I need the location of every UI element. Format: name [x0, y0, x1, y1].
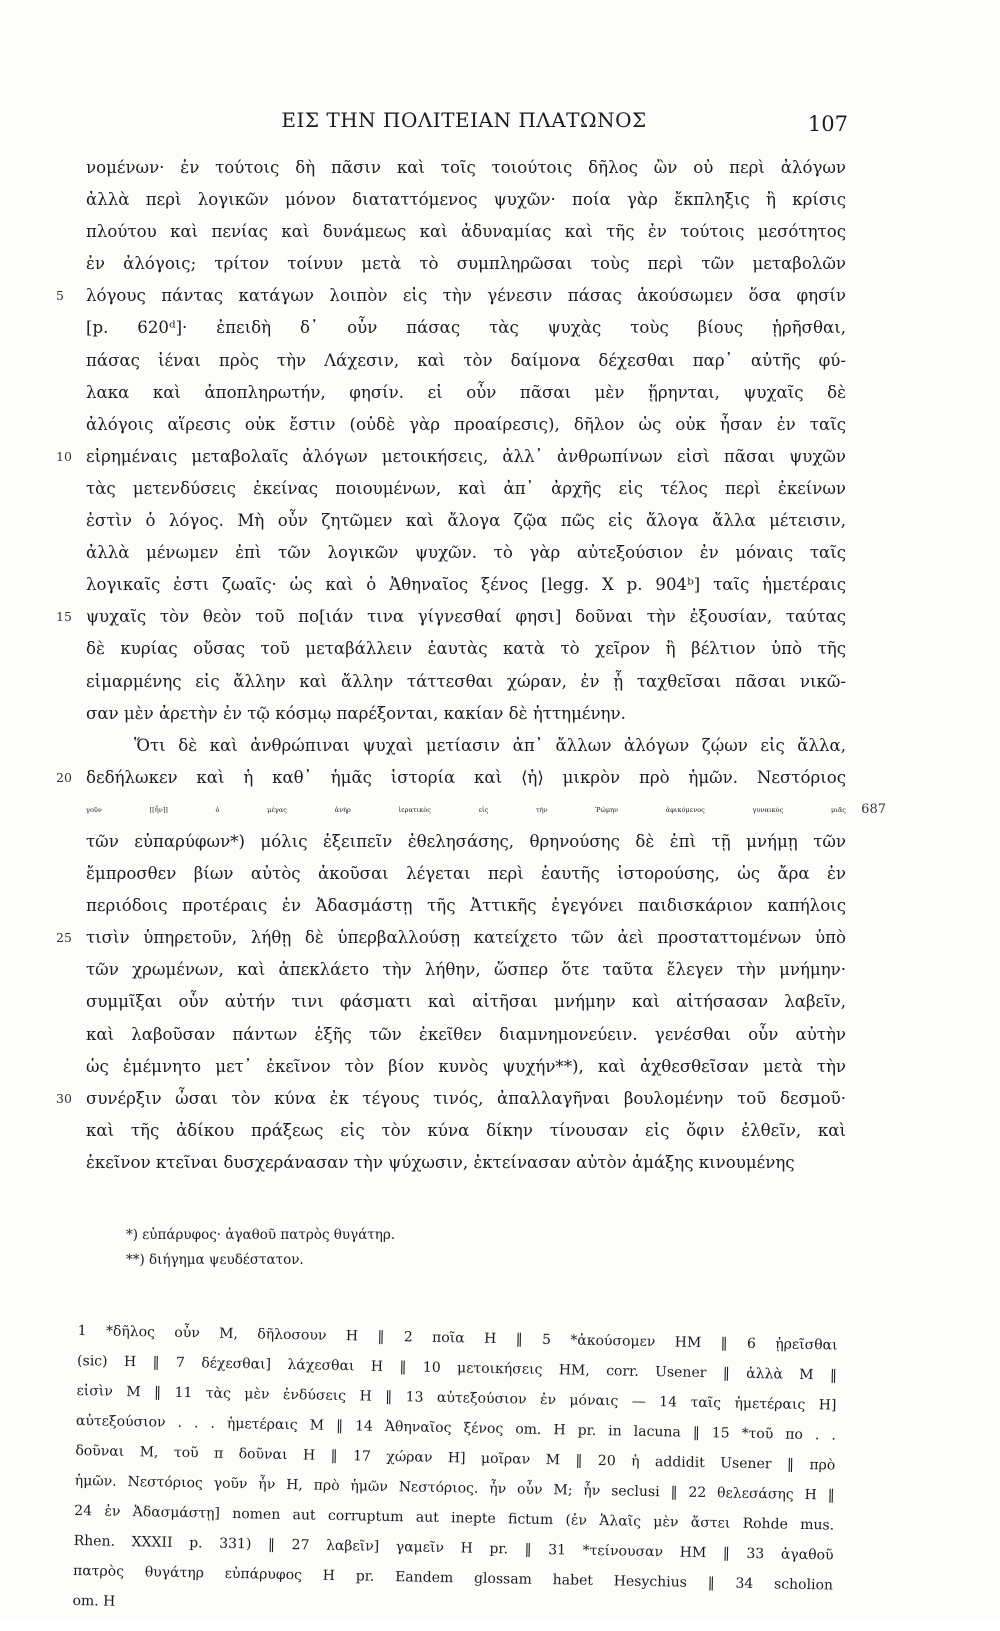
line-text: εἰρημέναις μεταβολαῖς ἀλόγων μετοικήσεις, ἀλλ᾽ ἀνθρωπίνων εἰσὶ πᾶσαι ψυχῶν: [86, 446, 846, 466]
line-text: τῶν χρωμένων, καὶ ἀπεκλάετο τὴν λήθην, ὥσπερ ὅτε ταῦτα ἔλεγεν τὴν μνήμην·: [86, 960, 846, 980]
line-text: ὡς ἐμέμνητο μετ᾽ ἐκεῖνον τὸν βίον κυνὸς ψυχήν**), καὶ ἀχθεσθεῖσαν μετὰ τὴν: [86, 1056, 846, 1076]
text-line: [86, 216, 846, 248]
line-text: περιόδοις προτέραις ἐν Ἀδασμάστῃ τῆς Ἀττικῆς ἐγεγόνει παιδισκάριον καπήλοις: [86, 896, 846, 916]
text-line: [86, 569, 846, 601]
page-header: [84, 104, 848, 140]
line-text: καὶ τῆς ἀδίκου πράξεως εἰς τὸν κύνα δίκην τίνουσαν εἰς ὄφιν ἐλθεῖν, καὶ: [86, 1120, 846, 1140]
line-text: τισὶν ὑπηρετοῦν, λήθῃ δὲ ὑπερβαλλούσῃ κατείχετο τῶν ἀεὶ προσταττομένων ὑπὸ: [86, 928, 846, 948]
apparatus-line: αὐτεξούσιον . . . ἡμετέραις M ‖ 14 Ἀθηναῖος ξένος om. H pr. in lacuna ‖ 15 *τοῦ πο . .: [75, 1412, 836, 1444]
text-line: [86, 794, 886, 826]
apparatus-line: 1 *δῆλος οὖν M, δῆλοσουν H ‖ 2 ποῖα H ‖ 5 *ἀκούσομεν HM ‖ 6 ᾑρεῖσθαι: [77, 1322, 838, 1354]
footnotes: [126, 1223, 686, 1273]
text-line: [86, 890, 846, 922]
main-text: [56, 152, 886, 1179]
text-line: [86, 986, 846, 1018]
apparatus-line: δοῦναι M, τοῦ π δοῦναι H ‖ 17 χώραν H] μοῖραν M ‖ 20 ἡ addidit Usener ‖ πρὸ: [75, 1442, 836, 1474]
line-text: καὶ λαβοῦσαν πάντων ἑξῆς τῶν ἐκεῖθεν διαμνημονεύειν. γενέσθαι οὖν αὐτὴν: [86, 1024, 846, 1044]
line-text: τῶν εὐπαρύφων*) μόλις ἐξειπεῖν ἐθελησάσης, θρηνούσης δὲ ἐπὶ τῇ μνήμῃ τῶν: [86, 831, 846, 851]
line-number: 5: [56, 288, 64, 304]
text-line: [86, 730, 846, 762]
apparatus-line: ἡμῶν. Νεστόριος γοῦν ἦν H, πρὸ ἡμῶν Νεστόριος. ἦν οὖν M; ἦν seclusi ‖ 22 θελεσάσης H ‖: [74, 1472, 835, 1504]
line-text: ἀλόγοις αἵρεσις οὐκ ἔστιν (οὐδὲ γὰρ προαίρεσις), δῆλον ὡς οὐκ ἦσαν ἐν ταῖς: [86, 414, 846, 434]
text-line: [86, 152, 846, 184]
text-line: [86, 377, 846, 409]
text-line: [86, 1147, 846, 1179]
text-line: [86, 1115, 846, 1147]
text-line: [56, 441, 846, 473]
line-text: ἐκεῖνον κτεῖναι δυσχεράνασαν τὴν ψύχωσιν, ἐκτείνασαν αὐτὸν ἁμάξης κινουμένης: [86, 1152, 795, 1172]
line-number: 10: [56, 448, 72, 464]
line-text: σαν μὲν ἀρετὴν ἐν τῷ κόσμῳ παρέξονται, κακίαν δὲ ἡττημένην.: [86, 703, 626, 723]
apparatus-line: πατρὸς θυγάτηρ εὐπάρυφος H pr. Eandem glossam habet Hesychius ‖ 34 scholion: [72, 1562, 834, 1594]
text-line: [86, 1019, 846, 1051]
text-line: [56, 1083, 846, 1115]
line-text: λογικαῖς ἐστι ζωαῖς· ὡς καὶ ὁ Ἀθηναῖος ξένος [legg. X p. 904ᵇ] ταῖς ἡμετέραις: [86, 575, 846, 595]
apparatus-line: (sic) H ‖ 7 δέχεσθαι] λάχεσθαι H ‖ 10 μετοικήσεις HM, corr. Usener ‖ ἀλλὰ M ‖: [76, 1352, 838, 1384]
line-number: 15: [56, 609, 72, 625]
text-line: [56, 762, 846, 794]
apparatus-line: om. H: [72, 1592, 116, 1610]
line-number: 20: [56, 769, 72, 785]
text-line: [86, 537, 846, 569]
text-line: [86, 826, 846, 858]
text-line: [86, 505, 846, 537]
footnote: **) διήγημα ψευδέστατον.: [126, 1252, 304, 1268]
line-number: 30: [56, 1090, 72, 1106]
line-text: ἐν ἀλόγοις; τρίτον τοίνυν μετὰ τὸ συμπληρῶσαι τοὺς περὶ τῶν μεταβολῶν: [86, 254, 846, 274]
apparatus-line: 24 ἐν Ἀδασμάστῃ] nomen aut corruptum aut inepte fictum (ἐν Ἁλαῖς μὲν ἄστει Rohde mus.: [74, 1502, 835, 1534]
text-line: [86, 473, 846, 505]
line-text: πλούτου καὶ πενίας καὶ δυνάμεως καὶ ἀδυναμίας καὶ τῆς ἐν τούτοις μεσότητος: [86, 222, 846, 242]
line-text: [p. 620ᵈ]· ἐπειδὴ δ᾽ οὖν πάσας τὰς ψυχὰς τοὺς βίους ᾑρῆσθαι,: [86, 318, 846, 338]
line-number: 25: [56, 930, 72, 946]
line-text: λόγους πάντας κατάγων λοιπὸν εἰς τὴν γένεσιν πάσας ἀκούσωμεν ὅσα φησίν: [86, 286, 846, 306]
line-text: Ὅτι δὲ καὶ ἀνθρώπιναι ψυχαὶ μετίασιν ἀπ᾽ ἄλλων ἀλόγων ζῴων εἰς ἄλλα,: [134, 735, 846, 755]
line-text: δὲ κυρίας οὔσας τοῦ μεταβάλλειν ἑαυτὰς κατὰ τὸ χεῖρον ἢ βέλτιον ὑπὸ τῆς: [86, 639, 846, 659]
text-line: [56, 601, 846, 633]
line-text: ψυχαῖς τὸν θεὸν τοῦ πο[ιάν τινα γίγνεσθαί φησι] δοῦναι τὴν ἐξουσίαν, ταύτας: [86, 607, 846, 627]
text-line: [86, 698, 846, 730]
line-text: ἀλλὰ περὶ λογικῶν μόνον διαταττόμενος ψυχῶν· ποία γὰρ ἔκπληξις ἢ κρίσις: [86, 190, 846, 210]
footnote: *) εὐπάρυφος· ἀγαθοῦ πατρὸς θυγάτηρ.: [126, 1227, 396, 1243]
line-text: ἔμπροσθεν βίων αὐτὸς ἀκοῦσαι λέγεται περὶ ἑαυτῆς ἱστορούσης, ὡς ἄρα ἐν: [86, 864, 846, 884]
text-line: [56, 280, 846, 312]
line-text: νομένων· ἐν τούτοις δὴ πᾶσιν καὶ τοῖς τοιούτοις δῆλος ὢν οὐ περὶ ἀλόγων: [86, 158, 846, 177]
apparatus-line: Rhen. XXXII p. 331) ‖ 27 λαβεῖν] γαμεῖν H pr. ‖ 31 *τείνουσαν HM ‖ 33 ἀγαθοῦ: [73, 1532, 834, 1564]
text-line: [86, 1051, 846, 1083]
text-line: [56, 922, 846, 954]
line-text: γοῦν [[ἦν]] ὁ μέγας ἀνὴρ ἱερατικὸς εἰς τὴν Ῥώμην ἀφικόμενος γυναικὸς μιᾶς: [86, 805, 846, 814]
critical-apparatus: [72, 1316, 838, 1631]
text-line: [86, 858, 846, 890]
text-line: [86, 409, 846, 441]
text-line: [86, 666, 846, 698]
line-text: εἱμαρμένης εἰς ἄλλην καὶ ἄλλην τάττεσθαι χώραν, ἐν ᾗ ταχθεῖσαι πᾶσαι νικῶ-: [86, 671, 846, 691]
running-title: ΕΙΣ ΤΗΝ ΠΟΛΙΤΕΙΑΝ ΠΛΑΤΩΝΟΣ: [281, 108, 647, 132]
line-text: δεδήλωκεν καὶ ἡ καθ᾽ ἡμᾶς ἱστορία καὶ ⟨ἡ⟩ μικρὸν πρὸ ἡμῶν. Νεστόριος: [86, 767, 846, 787]
text-line: [86, 184, 846, 216]
page-number: 107: [807, 112, 848, 136]
marginal-reference: 687: [861, 801, 886, 817]
line-text: συνέρξιν ὦσαι τὸν κύνα ἐκ τέγους τινός, ἀπαλλαγῆναι βουλομένην τοῦ δεσμοῦ·: [86, 1088, 846, 1108]
text-line: [86, 954, 846, 986]
line-text: πάσας ἰέναι πρὸς τὴν Λάχεσιν, καὶ τὸν δαίμονα δέχεσθαι παρ᾽ αὐτῆς φύ-: [86, 350, 846, 370]
line-text: ἐστὶν ὁ λόγος. Μὴ οὖν ζητῶμεν καὶ ἄλογα ζῷα πῶς εἰς ἄλογα ἄλλα μέτεισιν,: [86, 511, 846, 531]
text-line: [86, 248, 846, 280]
line-text: τὰς μετενδύσεις ἐκείνας ποιουμένων, καὶ ἀπ᾽ ἀρχῆς εἰς τέλος περὶ ἐκείνων: [86, 478, 846, 498]
line-text: ἀλλὰ μένωμεν ἐπὶ τῶν λογικῶν ψυχῶν. τὸ γὰρ αὐτεξούσιον ἐν μόναις ταῖς: [86, 543, 846, 563]
text-line: [86, 312, 846, 344]
text-line: [86, 633, 846, 665]
apparatus-line: εἰσὶν M ‖ 11 τὰς μὲν ἐνδύσεις H ‖ 13 αὐτεξούσιον ἐν μόναις — 14 ταῖς ἡμετέραις H]: [76, 1382, 837, 1414]
line-text: λακα καὶ ἀποπληρωτήν, φησίν. εἰ οὖν πᾶσαι μὲν ᾕρηνται, ψυχαῖς δὲ: [86, 382, 846, 402]
line-text: συμμῖξαι οὖν αὐτήν τινι φάσματι καὶ αἰτῆσαι μνήμην καὶ αἰτήσασαν λαβεῖν,: [86, 992, 846, 1012]
text-line: [86, 345, 846, 377]
